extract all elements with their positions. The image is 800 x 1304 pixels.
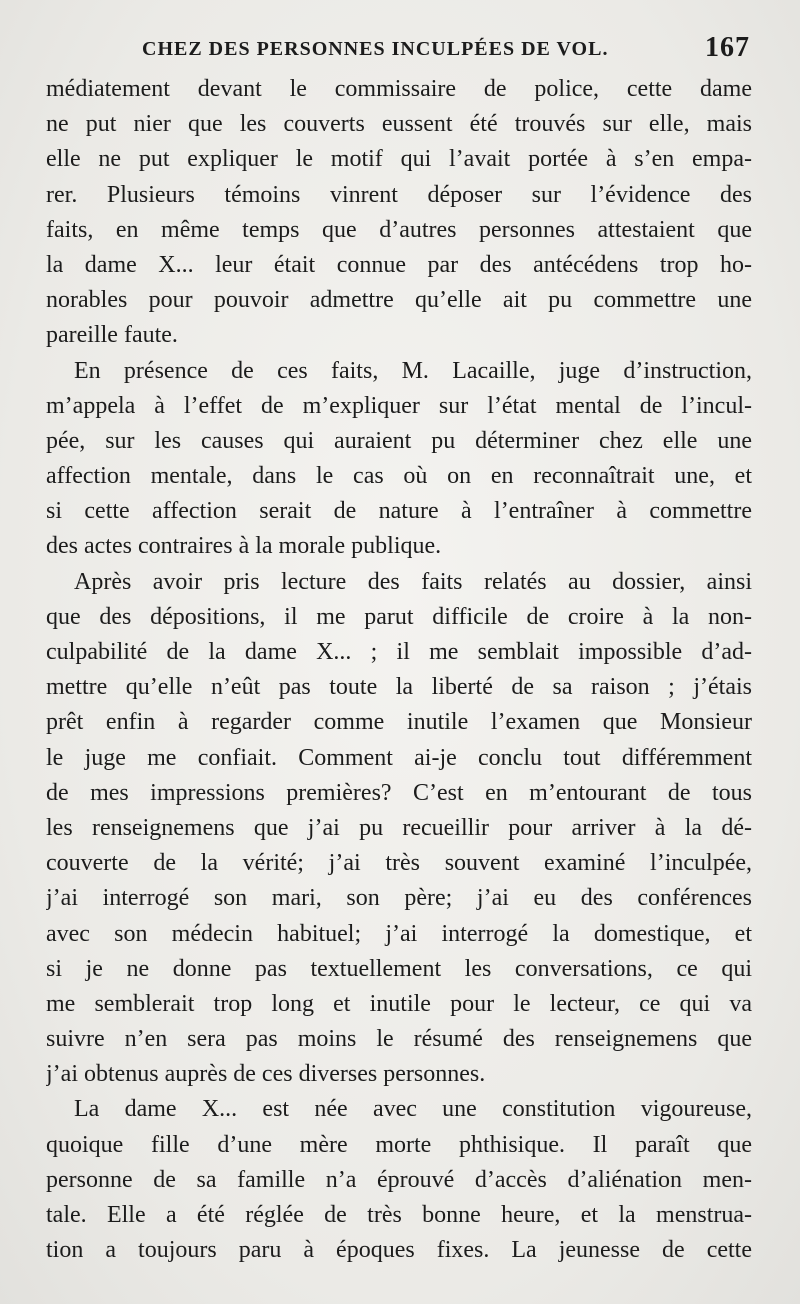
page-number: 167 [705, 32, 750, 63]
text-line: mettre qu’elle n’eût pas toute la liberté de sa raison ; j’étais [46, 674, 752, 701]
text-line: que des dépositions, il me parut difficile de croire à la non- [46, 603, 752, 630]
text-line: ne put nier que les couverts eussent été trouvés sur elle, mais [46, 111, 752, 138]
text-line: médiatement devant le commissaire de police, cette dame [46, 76, 752, 102]
text-line: personne de sa famille n’a éprouvé d’accès d’aliénation men- [46, 1166, 752, 1193]
text-line: pareille faute. [46, 322, 178, 349]
text-line: de mes impressions premières? C’est en m’entourant de tous [46, 779, 752, 806]
text-line: la dame X... leur était connue par des antécédens trop ho- [46, 251, 752, 278]
text-line: couverte de la vérité; j’ai très souvent examiné l’inculpée, [46, 850, 752, 877]
text-line: affection mentale, dans le cas où on en reconnaîtrait une, et [46, 463, 752, 490]
text-line: j’ai obtenus auprès de ces diverses personnes. [46, 1061, 486, 1088]
text-line: quoique fille d’une mère morte phthisique. Il paraît que [46, 1131, 752, 1158]
running-title: CHEZ DES PERSONNES INCULPÉES DE VOL. [142, 38, 609, 60]
text-line: si je ne donne pas textuellement les conversations, ce qui [46, 955, 752, 982]
text-line: faits, en même temps que d’autres personnes attestaient que [46, 216, 752, 243]
text-line: culpabilité de la dame X... ; il me semblait impossible d’ad- [46, 639, 752, 665]
text-line: le juge me confiait. Comment ai-je conclu tout différemment [46, 744, 752, 771]
text-line: avec son médecin habituel; j’ai interrogé la domestique, et [46, 920, 752, 947]
text-line: des actes contraires à la morale publique. [46, 533, 442, 560]
text-line: si cette affection serait de nature à l’entraîner à commettre [46, 498, 752, 525]
text-line: j’ai interrogé son mari, son père; j’ai eu des conférences [46, 885, 752, 912]
text-line: rer. Plusieurs témoins vinrent déposer sur l’évidence des [46, 181, 752, 208]
body-text [46, 72, 752, 1268]
text-line: Après avoir pris lecture des faits relatés au dossier, ainsi [74, 568, 752, 595]
text-line: me semblerait trop long et inutile pour le lecteur, ce qui va [46, 990, 752, 1017]
text-line: les renseignemens que j’ai pu recueillir pour arriver à la dé- [46, 814, 752, 841]
text-line: En présence de ces faits, M. Lacaille, juge d’instruction, [74, 357, 752, 384]
text-line: suivre n’en sera pas moins le résumé des renseignemens que [46, 1026, 752, 1053]
text-line: m’appela à l’effet de m’expliquer sur l’état mental de l’incul- [46, 392, 752, 419]
text-line: La dame X... est née avec une constitution vigoureuse, [74, 1096, 752, 1123]
text-line: prêt enfin à regarder comme inutile l’examen que Monsieur [46, 709, 752, 736]
text-line: tale. Elle a été réglée de très bonne heure, et la menstrua- [46, 1202, 752, 1228]
text-line: norables pour pouvoir admettre qu’elle ait pu commettre une [46, 287, 752, 314]
text-line: elle ne put expliquer le motif qui l’avait portée à s’en empa- [46, 146, 752, 173]
text-line: pée, sur les causes qui auraient pu déterminer chez elle une [46, 427, 752, 454]
text-line: tion a toujours paru à époques fixes. La jeunesse de cette [46, 1237, 752, 1264]
running-head [46, 30, 752, 72]
